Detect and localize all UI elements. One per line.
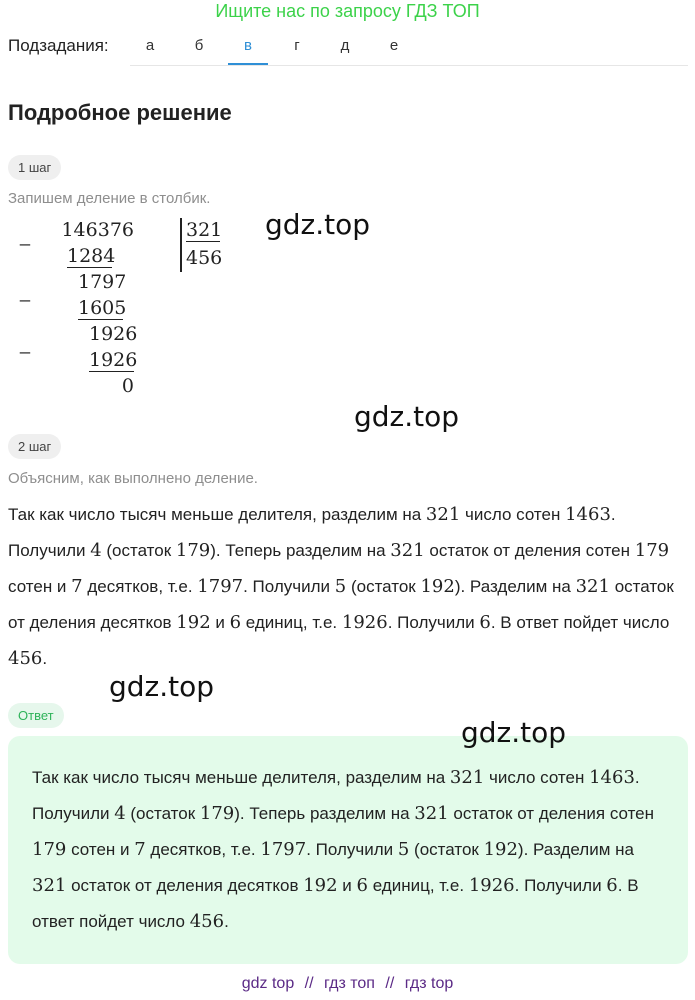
step-2-explanation bbox=[8, 497, 688, 677]
text-run: единиц, т.е. bbox=[367, 876, 469, 895]
text-run: пойдет число bbox=[558, 613, 670, 632]
math-number: 456 bbox=[189, 911, 225, 932]
tab-e[interactable]: е bbox=[389, 37, 399, 54]
step-1-badge: 1 шаг bbox=[8, 155, 61, 180]
math-number: 1797 bbox=[260, 839, 307, 860]
math-number: 5 bbox=[334, 576, 347, 597]
tab-b[interactable]: б bbox=[194, 37, 204, 54]
text-run: остаток от деления сотен bbox=[424, 541, 635, 560]
text-run: остаток от деления десятков bbox=[66, 876, 304, 895]
math-number: 7 bbox=[71, 576, 83, 597]
text-run: . Получили bbox=[32, 768, 640, 823]
math-number: 456 bbox=[8, 648, 43, 669]
text-run: ). Разделим на bbox=[454, 577, 576, 596]
watermark: gdz.top bbox=[461, 716, 567, 749]
math-number: 1797 bbox=[197, 576, 244, 597]
subtrahend-1: 1284 bbox=[67, 245, 116, 267]
math-number: 192 bbox=[483, 839, 518, 860]
text-run: сотен и bbox=[66, 840, 135, 859]
math-number: 179 bbox=[32, 839, 67, 860]
watermark: gdz.top bbox=[265, 208, 371, 241]
math-number: 192 bbox=[420, 576, 455, 597]
footer-link[interactable]: гдз top bbox=[404, 975, 454, 992]
subtask-tabs bbox=[130, 30, 688, 66]
subtrahend-3: 1926 bbox=[89, 349, 138, 371]
tab-d[interactable]: д bbox=[340, 37, 350, 54]
footer-separator: // bbox=[304, 975, 314, 992]
text-run: (остаток bbox=[125, 804, 200, 823]
text-run: число сотен bbox=[460, 505, 566, 524]
quotient: 456 bbox=[186, 247, 223, 269]
math-number: 321 bbox=[575, 576, 610, 597]
subtrahend-2: 1605 bbox=[78, 297, 127, 319]
math-number: 1926 bbox=[468, 875, 515, 896]
step-1-hint: Запишем деление в столбик. bbox=[8, 190, 211, 207]
watermark: gdz.top bbox=[354, 400, 460, 433]
answer-text bbox=[32, 760, 672, 940]
text-run: деления сотен bbox=[534, 804, 655, 823]
text-run: ). Теперь разделим на bbox=[210, 541, 391, 560]
text-run: Получили bbox=[519, 876, 607, 895]
text-run: остаток от деления десятков bbox=[8, 577, 674, 632]
math-number: 321 bbox=[449, 767, 485, 788]
math-number: 321 bbox=[32, 875, 67, 896]
division-bar-vertical bbox=[180, 218, 182, 272]
text-run: десятков, т.е. bbox=[82, 577, 198, 596]
subtasks-label: Подзадания: bbox=[8, 36, 109, 55]
step-2-hint: Объясним, как выполнено деление. bbox=[8, 470, 258, 487]
math-number: 1463 bbox=[565, 504, 611, 525]
text-run: ). Разделим на bbox=[517, 840, 634, 859]
footer-separator: // bbox=[385, 975, 395, 992]
math-number: 179 bbox=[634, 540, 670, 561]
answer-box bbox=[8, 736, 688, 964]
math-number: 192 bbox=[303, 875, 338, 896]
math-number: 1926 bbox=[341, 612, 388, 633]
math-number: 321 bbox=[390, 540, 425, 561]
text-run: (остаток bbox=[409, 840, 484, 859]
answer-badge: Ответ bbox=[8, 703, 64, 728]
text-run: . bbox=[42, 649, 48, 668]
text-run: Так как число тысяч меньше делителя, разделим на bbox=[8, 505, 426, 524]
tab-v[interactable]: в bbox=[228, 30, 268, 65]
math-number: 179 bbox=[175, 540, 211, 561]
long-division bbox=[0, 214, 260, 404]
text-run: десятков, т.е. bbox=[145, 840, 261, 859]
text-run: Так как число тысяч меньше делителя, разделим на bbox=[32, 768, 450, 787]
text-run: . Получили bbox=[243, 577, 335, 596]
minus-sign: _ bbox=[20, 282, 31, 302]
math-number: 6 bbox=[356, 875, 368, 896]
text-run: . bbox=[610, 505, 616, 524]
divisor: 321 bbox=[186, 219, 223, 241]
text-run: . В ответ пойдет число bbox=[32, 876, 639, 931]
minus-sign: _ bbox=[20, 226, 31, 246]
math-number: 1463 bbox=[589, 767, 635, 788]
math-number: 192 bbox=[176, 612, 211, 633]
math-number: 179 bbox=[199, 803, 235, 824]
math-number: 321 bbox=[414, 803, 449, 824]
math-number: 6 bbox=[229, 612, 242, 633]
text-run: число сотен bbox=[484, 768, 590, 787]
math-number: 6 bbox=[606, 875, 618, 896]
tab-g[interactable]: г bbox=[294, 37, 300, 54]
text-run: сотен и bbox=[8, 577, 72, 596]
search-banner: Ищите нас по запросу ГДЗ ТОП bbox=[215, 1, 480, 21]
math-number: 4 bbox=[90, 540, 102, 561]
math-number: 6 bbox=[479, 612, 491, 633]
text-run: . В ответ bbox=[490, 613, 559, 632]
text-run: . bbox=[514, 876, 520, 895]
footer-link[interactable]: gdz top bbox=[241, 975, 295, 992]
final-remainder: 0 bbox=[121, 375, 134, 397]
tab-a[interactable]: а bbox=[145, 37, 155, 54]
text-run: и bbox=[210, 613, 230, 632]
watermark: gdz.top bbox=[109, 670, 215, 703]
step-2-badge: 2 шаг bbox=[8, 434, 61, 459]
remainder-1: 1797 bbox=[78, 271, 127, 293]
math-number: 4 bbox=[114, 803, 126, 824]
math-number: 321 bbox=[425, 504, 461, 525]
math-number: 5 bbox=[397, 839, 410, 860]
footer-links bbox=[0, 975, 695, 993]
text-run: (остаток bbox=[346, 577, 421, 596]
page-title: Подробное решение bbox=[8, 100, 232, 125]
text-run: остаток от bbox=[448, 804, 535, 823]
text-run: единиц, т.е. bbox=[241, 613, 342, 632]
text-run: ). Теперь разделим на bbox=[234, 804, 415, 823]
remainder-2: 1926 bbox=[89, 323, 138, 345]
minus-sign: _ bbox=[20, 334, 31, 354]
footer-link[interactable]: гдз топ bbox=[324, 975, 375, 992]
dividend: 146376 bbox=[61, 219, 134, 241]
text-run: . bbox=[224, 912, 229, 931]
text-run: . Получили bbox=[387, 613, 480, 632]
text-run: . Получили bbox=[306, 840, 398, 859]
text-run: (остаток bbox=[101, 541, 176, 560]
text-run: Получили bbox=[8, 541, 91, 560]
text-run: и bbox=[337, 876, 357, 895]
math-number: 7 bbox=[134, 839, 146, 860]
